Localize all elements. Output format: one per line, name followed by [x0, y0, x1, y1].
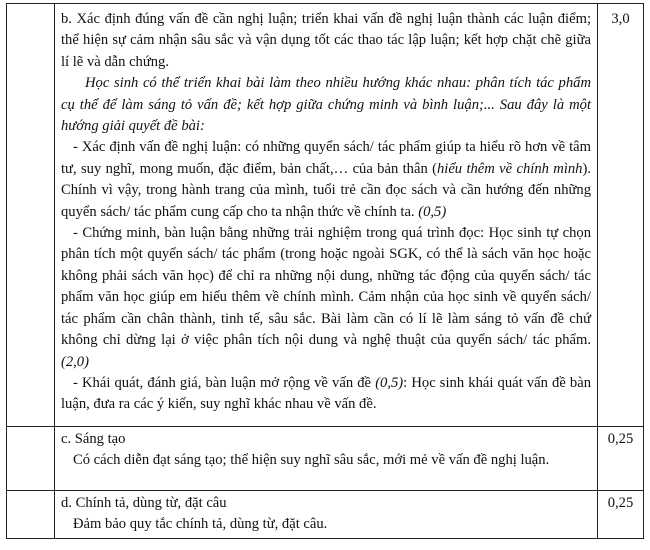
score-cell — [598, 427, 644, 491]
point-3-text: - Khái quát, đánh giá, bàn luận mở rộng về vấn đề — [73, 374, 376, 391]
criterion-heading: b. Xác định đúng vấn đề cần nghị luận; triển khai vấn đề nghị luận thành các luận điểm; thể hiện sự cảm nhận sâu sắc và vận dụng tốt các thao tác lập luận; kết hợp chặt chẽ giữa lí lẽ và dẫn chứng. — [61, 11, 591, 70]
table-row-b — [7, 4, 644, 427]
criterion-point-2 — [61, 223, 591, 373]
grading-table — [6, 3, 644, 539]
table-row-d — [7, 491, 644, 539]
point-1-tail: ). Chính vì vậy, trong hành trang của mình, tuổi trẻ cần đọc sách và cần hướng đến những quyển sách/ tác phẩm cung cấp cho ta nhận thức về chính ta. — [61, 160, 591, 220]
empty-cell — [7, 491, 55, 539]
point-1-text: - Xác định vấn đề nghị luận: có những quyển sách/ tác phẩm giúp ta hiểu rõ hơn về tâm tư, suy nghĩ, mong muốn, đặc điểm, bản chất,… của bản thân ( — [61, 139, 591, 177]
point-1-score: (0,5) — [418, 203, 447, 220]
table-row-c — [7, 427, 644, 491]
criterion-heading: d. Chính tả, dùng từ, đặt câu — [61, 495, 227, 511]
score-cell — [598, 4, 644, 427]
criterion-cell — [55, 427, 598, 491]
criterion-body: Có cách diễn đạt sáng tạo; thể hiện suy nghĩ sâu sắc, mới mẻ về vấn đề nghị luận. — [73, 452, 550, 469]
score-value: 3,0 — [611, 11, 630, 27]
score-value: 0,25 — [607, 431, 634, 447]
point-2-text: - Chứng minh, bàn luận bằng những trải nghiệm trong quá trình đọc: Học sinh tự chọn phân tích một quyển sách/ tác phẩm (trong hoặc ngoài SGK, có thể là sách văn học hoặc không phải sách văn học) để chỉ ra những nội dung, những tác động của quyển sách/ tác phẩm văn học giúp em hiểu thêm về chính mình. Cảm nhận của học sinh về quyển sách/ tác phẩm cần chân thành, tinh tế, sâu sắc. Bài làm cần có lí lẽ làm sáng tỏ vấn đề chứ không chỉ dừng lại ở việc phân tích nội dung và nghệ thuật của quyển sách/ tác phẩm. — [61, 225, 591, 349]
point-3-score: (0,5) — [375, 374, 404, 391]
criterion-intro: Học sinh có thể triển khai bài làm theo nhiều hướng khác nhau: phân tích tác phẩm cụ thể để làm sáng tỏ vấn đề; kết hợp giữa chứng minh và bình luận;... Sau đây là một hướng giải quyết đề bài: — [61, 75, 591, 135]
criterion-heading: c. Sáng tạo — [61, 431, 126, 447]
criterion-cell — [55, 491, 598, 539]
point-2-score: (2,0) — [61, 353, 89, 370]
point-1-italic: hiểu thêm về chính mình — [436, 160, 583, 177]
empty-cell — [7, 427, 55, 491]
empty-cell — [7, 4, 55, 427]
criterion-point-3 — [61, 373, 591, 416]
score-value: 0,25 — [607, 495, 634, 511]
criterion-cell — [55, 4, 598, 427]
criterion-point-1 — [61, 137, 591, 223]
point-3-tail: : Học sinh khái quát vấn đề bàn luận, đưa ra các ý kiến, suy nghĩ khác nhau về vấn đề. — [61, 374, 592, 413]
score-cell — [598, 491, 644, 539]
criterion-body: Đảm bảo quy tắc chính tả, dùng từ, đặt câu. — [73, 516, 328, 533]
